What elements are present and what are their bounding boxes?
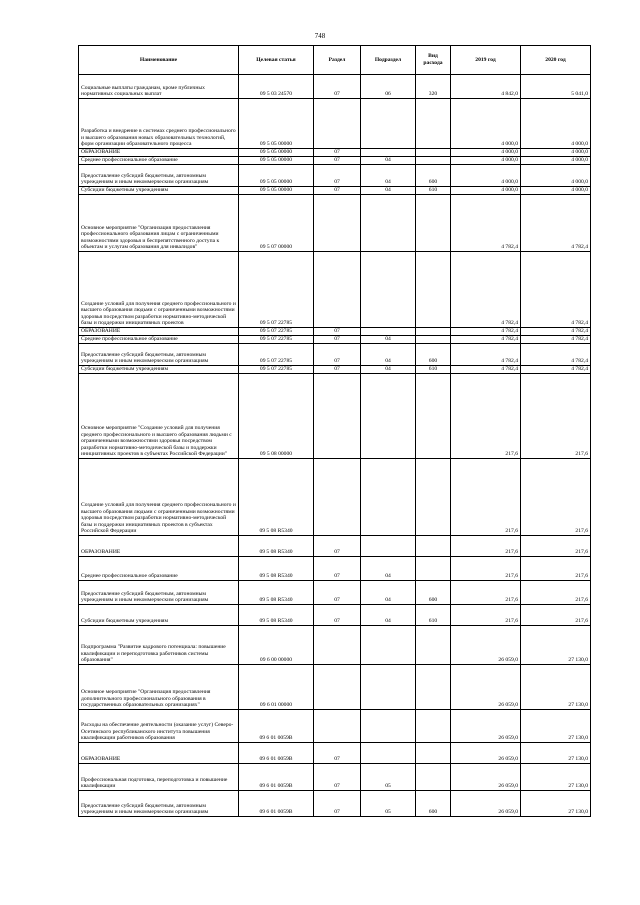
row-target-code: 09 6 00 00000 <box>239 626 314 665</box>
row-name: Предоставление субсидий бюджетным, автономным учреждениям и иным некоммерческим организациям <box>79 791 239 817</box>
row-section <box>314 665 361 710</box>
row-expense-type: 320 <box>416 75 451 99</box>
row-amount-2020: 27 130,0 <box>521 791 591 817</box>
table-row <box>79 344 591 366</box>
row-amount-2019: 4 782,4 <box>451 195 521 252</box>
row-expense-type <box>416 252 451 328</box>
table-row <box>79 764 591 791</box>
row-subsection: 04 <box>361 187 416 195</box>
table-row <box>79 710 591 743</box>
row-target-code: 09 5 05 00000 <box>239 165 314 187</box>
row-section <box>314 99 361 149</box>
row-name: Социальные выплаты гражданам, кроме публичных нормативных социальных выплат <box>79 75 239 99</box>
row-section <box>314 710 361 743</box>
row-amount-2019: 217,6 <box>451 459 521 536</box>
row-amount-2019: 26 059,0 <box>451 743 521 764</box>
row-name: Разработка и внедрение в системах среднего профессионального и высшего образования новых образовательных технологий, форм организации образовательного процесса <box>79 99 239 149</box>
row-target-code: 09 5 07 22785 <box>239 252 314 328</box>
row-expense-type <box>416 764 451 791</box>
col-header-target: Целевая статья <box>239 46 314 75</box>
row-subsection: 04 <box>361 336 416 344</box>
table-row <box>79 743 591 764</box>
row-name: Предоставление субсидий бюджетным, автономным учреждениям и иным некоммерческим организациям <box>79 344 239 366</box>
row-subsection: 04 <box>361 557 416 581</box>
row-expense-type <box>416 557 451 581</box>
row-target-code: 09 5 08 R5340 <box>239 605 314 626</box>
row-amount-2020: 4 782,4 <box>521 336 591 344</box>
row-amount-2020: 217,6 <box>521 536 591 557</box>
row-amount-2019: 217,6 <box>451 374 521 459</box>
row-subsection <box>361 665 416 710</box>
row-amount-2019: 4 782,4 <box>451 366 521 374</box>
row-expense-type: 610 <box>416 366 451 374</box>
row-target-code: 09 5 08 R5340 <box>239 459 314 536</box>
row-amount-2019: 4 000,0 <box>451 99 521 149</box>
table-row <box>79 328 591 336</box>
row-amount-2019: 4 842,0 <box>451 75 521 99</box>
row-amount-2020: 217,6 <box>521 374 591 459</box>
row-subsection: 04 <box>361 605 416 626</box>
row-name: Среднее профессиональное образование <box>79 557 239 581</box>
row-name: Основное мероприятие "Создание условий для получения среднего профессионального и высшего образования людьми с ограниченными возможностями здоровья посредством разработки нормативно-методической базы и поддержки инициативных проектов в субъектах Российской Федерации" <box>79 374 239 459</box>
row-amount-2020: 4 000,0 <box>521 149 591 157</box>
row-name: ОБРАЗОВАНИЕ <box>79 149 239 157</box>
row-section: 07 <box>314 165 361 187</box>
table-header-row <box>79 46 591 75</box>
row-amount-2020: 4 000,0 <box>521 99 591 149</box>
row-target-code: 09 6 01 0059В <box>239 710 314 743</box>
table-row <box>79 459 591 536</box>
row-amount-2019: 4 782,4 <box>451 328 521 336</box>
row-amount-2020: 4 782,4 <box>521 328 591 336</box>
row-expense-type <box>416 99 451 149</box>
table-row <box>79 195 591 252</box>
row-amount-2020: 27 130,0 <box>521 626 591 665</box>
row-section: 07 <box>314 157 361 165</box>
row-expense-type: 600 <box>416 344 451 366</box>
row-target-code: 09 5 05 00000 <box>239 157 314 165</box>
row-amount-2020: 4 782,4 <box>521 366 591 374</box>
row-amount-2019: 26 059,0 <box>451 626 521 665</box>
row-amount-2020: 217,6 <box>521 459 591 536</box>
row-amount-2020: 217,6 <box>521 581 591 605</box>
table-row <box>79 791 591 817</box>
row-section: 07 <box>314 336 361 344</box>
row-section: 07 <box>314 149 361 157</box>
row-section: 07 <box>314 328 361 336</box>
row-amount-2020: 27 130,0 <box>521 764 591 791</box>
row-expense-type: 600 <box>416 791 451 817</box>
row-amount-2019: 26 059,0 <box>451 791 521 817</box>
row-section <box>314 195 361 252</box>
row-target-code: 09 5 08 R5340 <box>239 581 314 605</box>
table-row <box>79 252 591 328</box>
row-subsection <box>361 626 416 665</box>
row-subsection: 05 <box>361 764 416 791</box>
row-target-code: 09 6 01 00000 <box>239 665 314 710</box>
row-expense-type <box>416 328 451 336</box>
table-row <box>79 626 591 665</box>
row-amount-2019: 217,6 <box>451 557 521 581</box>
col-header-2020: 2020 год <box>521 46 591 75</box>
row-subsection <box>361 252 416 328</box>
row-section <box>314 374 361 459</box>
row-subsection <box>361 149 416 157</box>
row-section: 07 <box>314 557 361 581</box>
row-amount-2019: 217,6 <box>451 536 521 557</box>
row-section: 07 <box>314 366 361 374</box>
table-row <box>79 149 591 157</box>
col-header-section: Раздел <box>314 46 361 75</box>
table-row <box>79 557 591 581</box>
row-name: Подпрограмма "Развитие кадрового потенциала: повышение квалификации и переподготовка работников системы образования" <box>79 626 239 665</box>
row-subsection: 04 <box>361 581 416 605</box>
row-section: 07 <box>314 75 361 99</box>
table-row <box>79 165 591 187</box>
row-expense-type: 610 <box>416 605 451 626</box>
table-row <box>79 187 591 195</box>
budget-table <box>78 45 591 817</box>
row-section <box>314 252 361 328</box>
row-subsection: 04 <box>361 165 416 187</box>
table-row <box>79 157 591 165</box>
row-name: Профессиональная подготовка, переподготовка и повышение квалификации <box>79 764 239 791</box>
row-amount-2019: 4 782,4 <box>451 252 521 328</box>
row-expense-type: 610 <box>416 187 451 195</box>
row-subsection: 05 <box>361 791 416 817</box>
row-amount-2019: 4 000,0 <box>451 157 521 165</box>
row-expense-type <box>416 626 451 665</box>
row-section: 07 <box>314 605 361 626</box>
row-expense-type <box>416 157 451 165</box>
row-amount-2019: 26 059,0 <box>451 764 521 791</box>
row-target-code: 09 5 05 00000 <box>239 187 314 195</box>
row-target-code: 09 5 07 22785 <box>239 366 314 374</box>
row-section: 07 <box>314 536 361 557</box>
row-name: ОБРАЗОВАНИЕ <box>79 536 239 557</box>
row-name: Субсидии бюджетным учреждениям <box>79 605 239 626</box>
row-expense-type: 600 <box>416 165 451 187</box>
row-amount-2019: 217,6 <box>451 581 521 605</box>
page-number: 748 <box>314 32 326 40</box>
row-amount-2020: 5 041,0 <box>521 75 591 99</box>
row-target-code: 09 5 05 00000 <box>239 99 314 149</box>
row-amount-2019: 217,6 <box>451 605 521 626</box>
table-row <box>79 366 591 374</box>
row-amount-2020: 4 000,0 <box>521 157 591 165</box>
row-section: 07 <box>314 581 361 605</box>
row-subsection <box>361 710 416 743</box>
row-name: Субсидии бюджетным учреждениям <box>79 187 239 195</box>
row-amount-2019: 4 782,4 <box>451 336 521 344</box>
row-target-code: 09 5 07 22785 <box>239 344 314 366</box>
table-row <box>79 536 591 557</box>
row-name: ОБРАЗОВАНИЕ <box>79 328 239 336</box>
row-expense-type <box>416 710 451 743</box>
row-amount-2019: 4 000,0 <box>451 149 521 157</box>
row-amount-2019: 4 782,4 <box>451 344 521 366</box>
row-amount-2019: 26 059,0 <box>451 665 521 710</box>
row-amount-2019: 4 000,0 <box>451 187 521 195</box>
row-name: Среднее профессиональное образование <box>79 157 239 165</box>
row-subsection <box>361 328 416 336</box>
row-expense-type <box>416 665 451 710</box>
row-amount-2019: 4 000,0 <box>451 165 521 187</box>
row-expense-type <box>416 536 451 557</box>
row-amount-2020: 4 782,4 <box>521 252 591 328</box>
row-target-code: 09 5 07 22785 <box>239 336 314 344</box>
table-row <box>79 99 591 149</box>
table-row <box>79 75 591 99</box>
row-amount-2020: 4 000,0 <box>521 187 591 195</box>
row-target-code: 09 5 08 00000 <box>239 374 314 459</box>
row-name: Предоставление субсидий бюджетным, автономным учреждениям и иным некоммерческим организациям <box>79 581 239 605</box>
col-header-2019: 2019 год <box>451 46 521 75</box>
row-target-code: 09 5 07 00000 <box>239 195 314 252</box>
row-section: 07 <box>314 344 361 366</box>
row-section <box>314 459 361 536</box>
row-section: 07 <box>314 743 361 764</box>
row-expense-type <box>416 459 451 536</box>
row-subsection <box>361 743 416 764</box>
row-expense-type <box>416 374 451 459</box>
row-expense-type <box>416 195 451 252</box>
row-section: 07 <box>314 791 361 817</box>
row-name: Основное мероприятие "Организация предоставления профессионального образования лицам с ограниченными возможностями здоровья и беспрепятственного доступа к объектам и услугам образования для инвалидов" <box>79 195 239 252</box>
row-name: Среднее профессиональное образование <box>79 336 239 344</box>
table-row <box>79 336 591 344</box>
row-amount-2020: 27 130,0 <box>521 665 591 710</box>
row-section: 07 <box>314 187 361 195</box>
row-name: ОБРАЗОВАНИЕ <box>79 743 239 764</box>
row-expense-type <box>416 336 451 344</box>
row-section <box>314 626 361 665</box>
row-name: Создание условий для получения среднего профессионального и высшего образования людьми с ограниченными возможностями здоровья посредством разработки нормативно-методической базы и поддержки инициативных проектов <box>79 252 239 328</box>
row-subsection: 06 <box>361 75 416 99</box>
row-subsection <box>361 536 416 557</box>
table-row <box>79 581 591 605</box>
row-subsection: 04 <box>361 366 416 374</box>
row-expense-type <box>416 743 451 764</box>
col-header-expense-type: Вид расхода <box>416 46 451 75</box>
row-target-code: 09 5 07 22785 <box>239 328 314 336</box>
row-name: Предоставление субсидий бюджетным, автономным учреждениям и иным некоммерческим организациям <box>79 165 239 187</box>
row-amount-2019: 26 059,0 <box>451 710 521 743</box>
row-expense-type: 600 <box>416 581 451 605</box>
row-amount-2020: 217,6 <box>521 557 591 581</box>
row-expense-type <box>416 149 451 157</box>
row-name: Субсидии бюджетным учреждениям <box>79 366 239 374</box>
row-subsection <box>361 374 416 459</box>
row-amount-2020: 217,6 <box>521 605 591 626</box>
row-amount-2020: 4 782,4 <box>521 344 591 366</box>
row-section: 07 <box>314 764 361 791</box>
table-row <box>79 374 591 459</box>
row-target-code: 09 5 08 R5340 <box>239 557 314 581</box>
row-target-code: 09 6 01 0059В <box>239 791 314 817</box>
row-amount-2020: 4 000,0 <box>521 165 591 187</box>
row-target-code: 09 6 01 0059В <box>239 764 314 791</box>
table-row <box>79 605 591 626</box>
row-name: Создание условий для получения среднего профессионального и высшего образования людьми с ограниченными возможностями здоровья посредством разработки нормативно-методической базы и поддержки инициативных проектов в субъектах Российской Федерации <box>79 459 239 536</box>
row-amount-2020: 27 130,0 <box>521 710 591 743</box>
row-subsection: 04 <box>361 157 416 165</box>
row-name: Основное мероприятие "Организация предоставления дополнительного профессионального образования в государственных образовательных организациях" <box>79 665 239 710</box>
row-target-code: 09 5 08 R5340 <box>239 536 314 557</box>
row-name: Расходы на обеспечение деятельности (оказание услуг) Северо-Осетинского республиканского института повышения квалификации работников образования <box>79 710 239 743</box>
row-target-code: 09 5 03 24570 <box>239 75 314 99</box>
col-header-subsection: Подраздел <box>361 46 416 75</box>
col-header-name: Наименование <box>79 46 239 75</box>
row-target-code: 09 5 05 00000 <box>239 149 314 157</box>
table-row <box>79 665 591 710</box>
row-amount-2020: 27 130,0 <box>521 743 591 764</box>
row-subsection: 04 <box>361 344 416 366</box>
row-subsection <box>361 195 416 252</box>
row-subsection <box>361 99 416 149</box>
row-target-code: 09 6 01 0059В <box>239 743 314 764</box>
row-subsection <box>361 459 416 536</box>
row-amount-2020: 4 782,4 <box>521 195 591 252</box>
